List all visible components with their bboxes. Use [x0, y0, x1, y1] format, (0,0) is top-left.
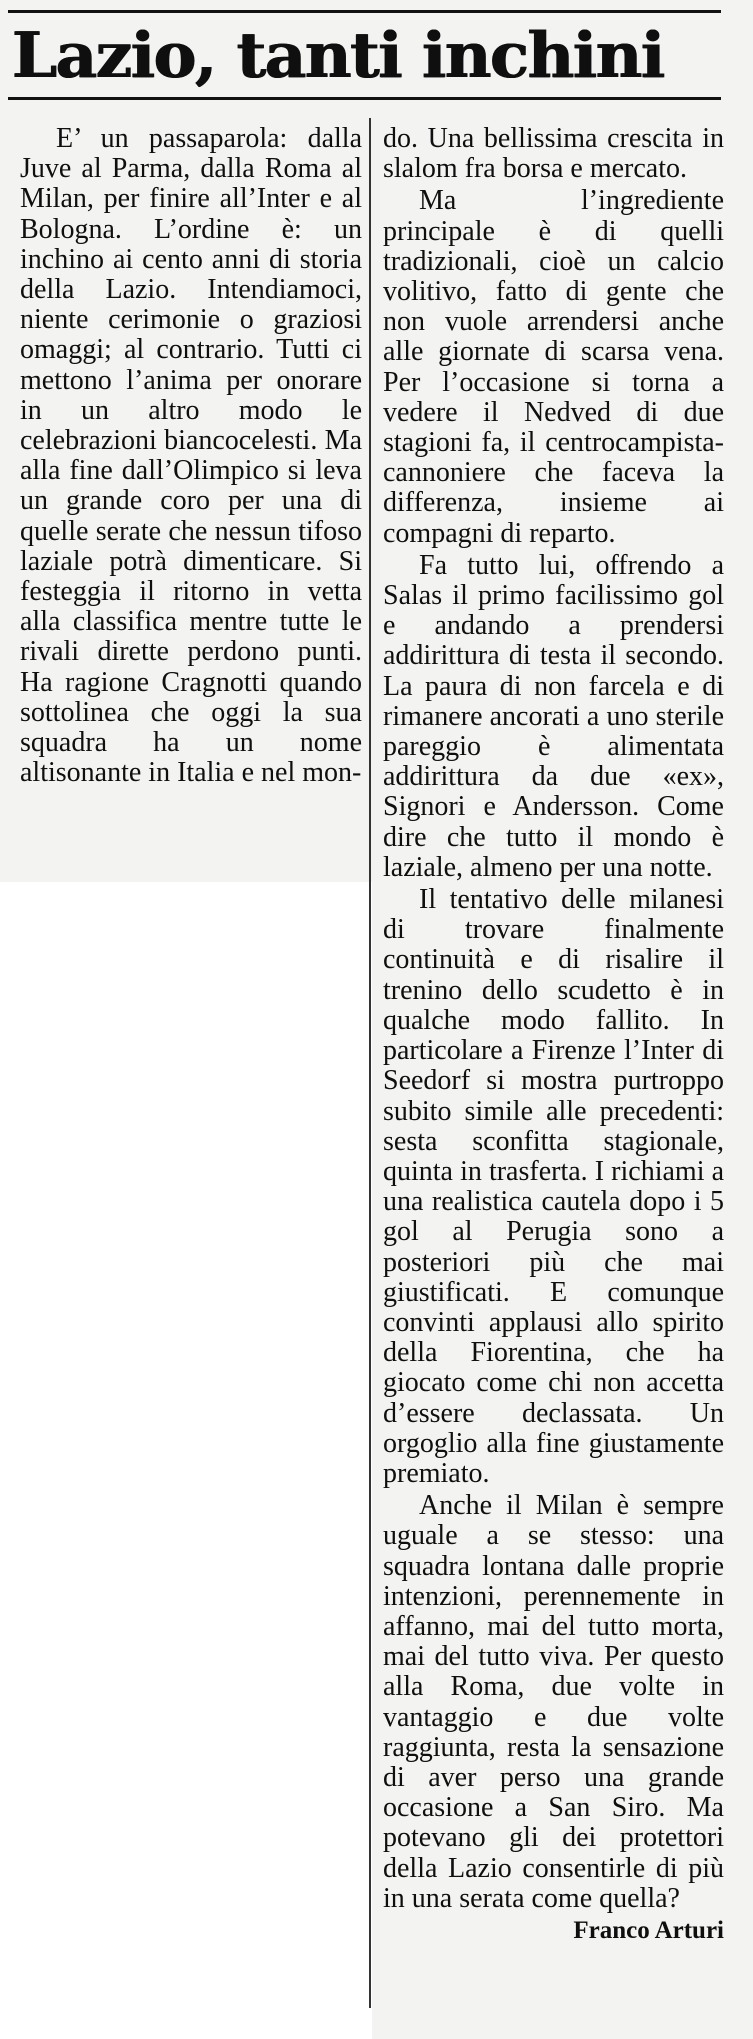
headline-rule	[8, 97, 721, 100]
top-rule	[8, 10, 721, 13]
paragraph: Anche il Milan è sempre uguale a se stesso: una squadra lontana dalle proprie intenzioni, perennemente in affanno, mai del tutto morta, mai del tutto viva. Per questo alla Roma, due volte in vantaggio e due volte raggiunta, resta la sensazione di aver perso una grande occasione a San Siro. Ma potevano gli dei protettori della Lazio consentirle di più in una serata come quella?	[383, 1490, 724, 1914]
paragraph-continuation: do. Una bellissima crescita in slalom fra borsa e mercato.	[383, 123, 724, 185]
headline: Lazio, tanti inchini	[12, 18, 664, 92]
author-byline: Franco Arturi	[573, 1916, 724, 1944]
paragraph: Ma l’ingrediente principale è di quelli tradizionali, cioè un calcio volitivo, fatto di gente che non vuole arrendersi anche alle giornate di scarsa vena. Per l’occasione si torna a vedere il Nedved di due stagioni fa, il centrocampista-cannoniere che faceva la differenza, insieme ai compagni di reparto.	[383, 185, 724, 549]
left-column	[20, 124, 362, 788]
paragraph: Il tentativo delle milanesi di trovare finalmente continuità e di risalire il trenino dello scudetto è in qualche modo fallito. In particolare a Firenze l’Inter di Seedorf si mostra purtroppo subito simile alle precedenti: sesta sconfitta stagionale, quinta in trasferta. I richiami a una realistica cautela dopo i 5 gol al Perugia sono a posteriori più che mai giustificati. E comunque convinti applausi allo spirito della Fiorentina, che ha giocato come chi non accetta d’essere declassata. Un orgoglio alla fine giustamente premiato.	[383, 884, 724, 1489]
right-column	[383, 124, 724, 1946]
paragraph: E’ un passaparola: dalla Juve al Parma, dalla Roma al Milan, per finire all’Inter e al Bologna. L’ordine è: un inchino ai cento anni di storia della Lazio. Intendiamoci, niente cerimonie o graziosi omaggi; al contrario. Tutti ci mettono l’anima per onorare in un altro modo le celebrazioni biancocelesti. Ma alla fine dall’Olimpico si leva un grande coro per una di quelle serate che nessun tifoso laziale potrà dimenticare. Si festeggia il ritorno in vetta alla classifica mentre tutte le rivali dirette perdono punti. Ha ragione Cragnotti quando sottolinea che oggi la sua squadra ha un nome altisonante in Italia e nel mon-	[20, 123, 362, 789]
column-divider	[369, 118, 371, 2008]
paragraph: Fa tutto lui, offrendo a Salas il primo facilissimo gol e andando a prendersi addirittura di testa il secondo. La paura di non farcela e di rimanere ancorati a uno sterile pareggio è alimentata addirittura da due «ex», Signori e Andersson. Come dire che tutto il mondo è laziale, almeno per una notte.	[383, 549, 724, 883]
